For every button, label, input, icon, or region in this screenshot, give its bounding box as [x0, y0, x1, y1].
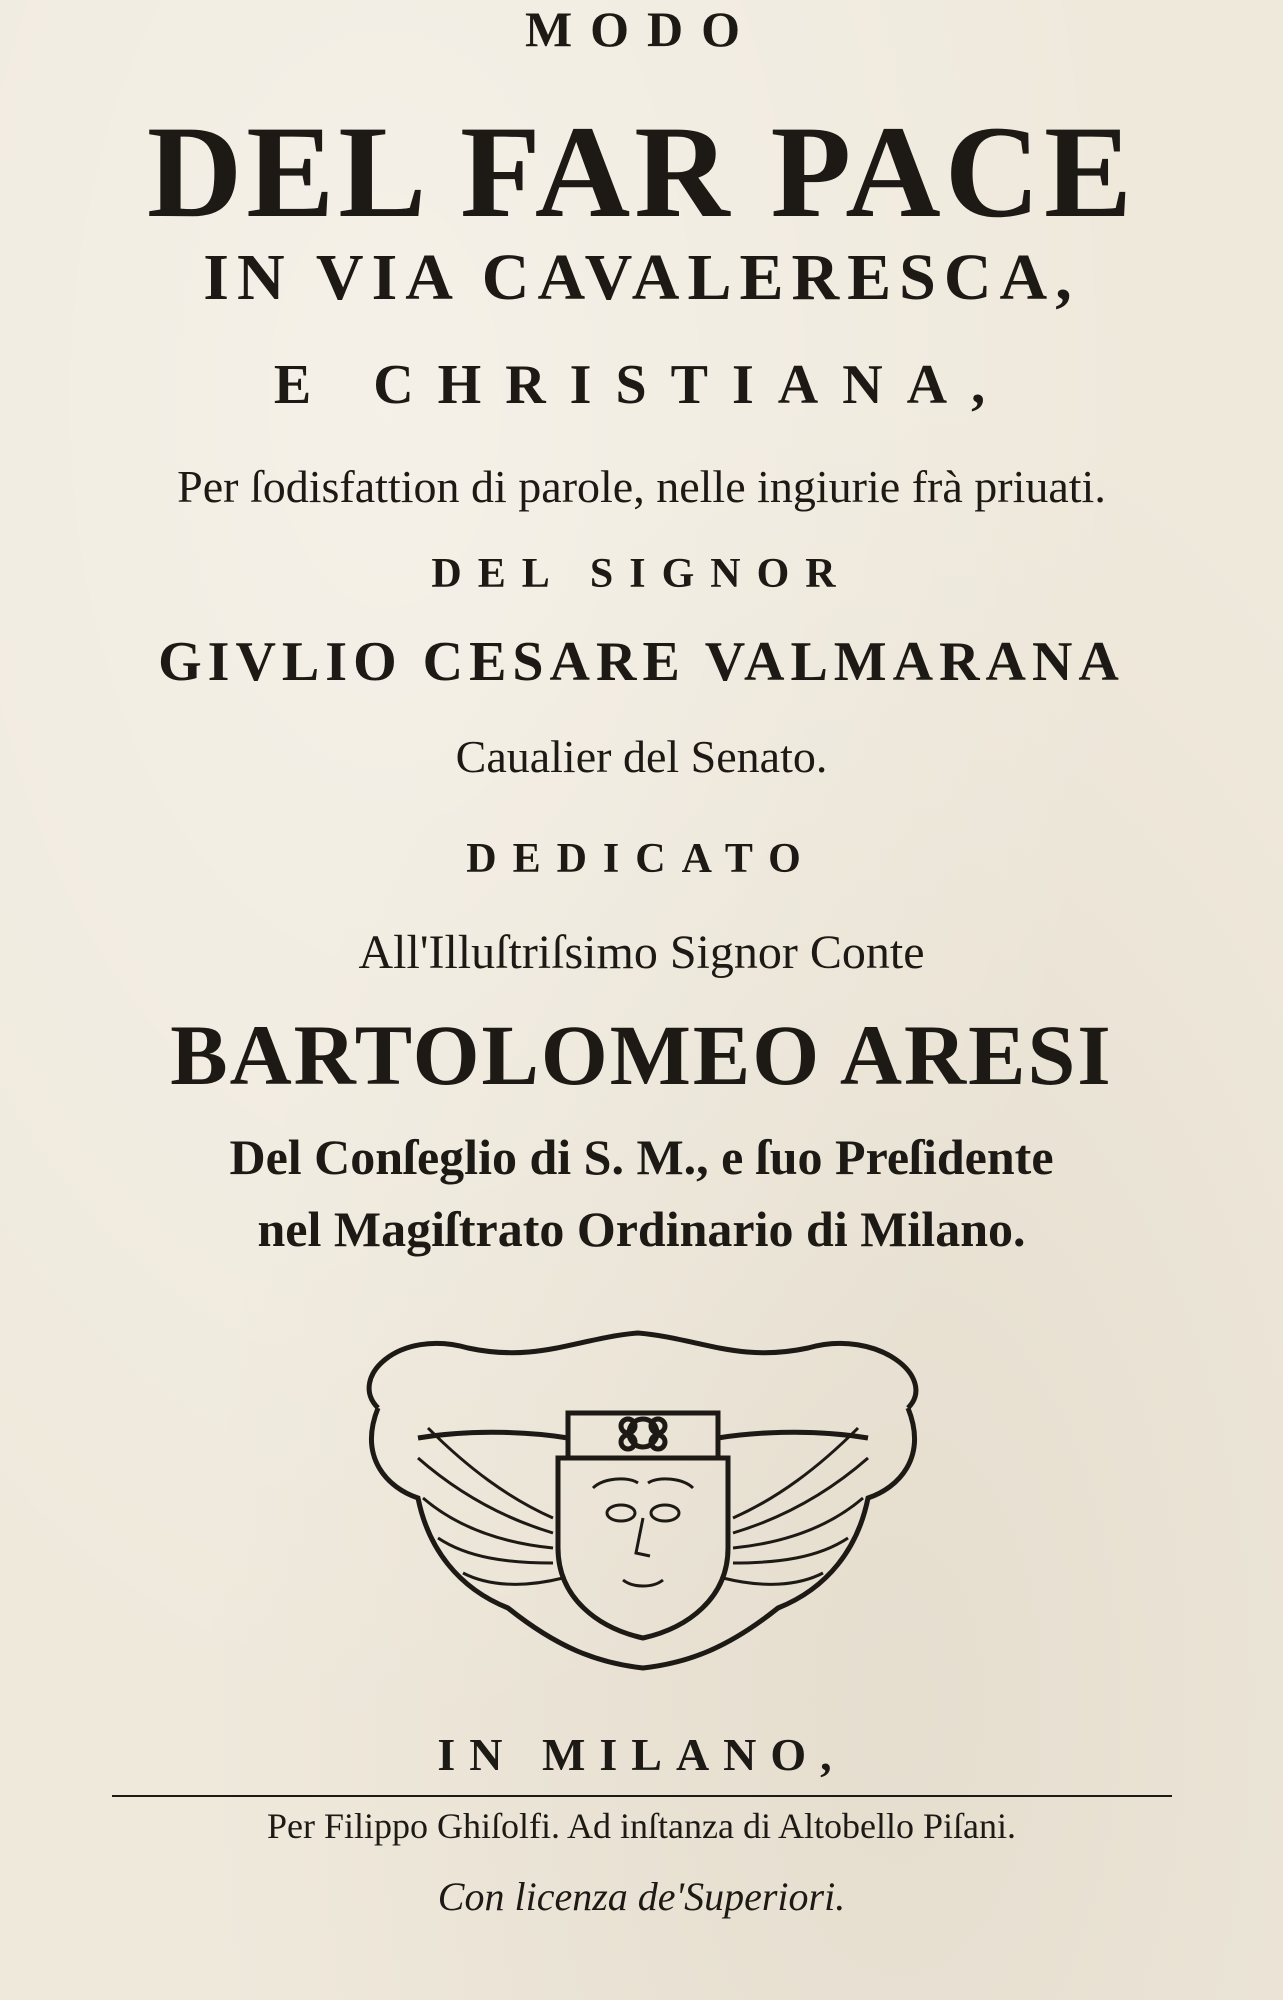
imprint-license: Con licenza de'Superiori. [437, 1874, 846, 1919]
author-name: GIVLIO CESARE VALMARANA [158, 631, 1125, 693]
author-intro: DEL SIGNOR [431, 551, 852, 597]
imprint-printer: Per Filippo Ghiſolfi. Ad inſtanza di Altobello Piſani. [267, 1806, 1016, 1846]
author-title: Caualier del Senato. [455, 731, 828, 782]
title-line-christiana: E CHRISTIANA, [273, 354, 1010, 416]
dedicatee-title-2: nel Magiſtrato Ordinario di Milano. [257, 1201, 1026, 1257]
dedication-line: All'Illuſtriſsimo Signor Conte [358, 926, 925, 979]
dedication-heading: DEDICATO [466, 836, 817, 882]
dedicatee-name: BARTOLOMEO ARESI [170, 1007, 1113, 1103]
winged-cherub-cartouche-icon [338, 1318, 948, 1678]
imprint-place: IN MILANO, [437, 1729, 846, 1780]
subtitle: Per ſodisfattion di parole, nelle ingiurie frà priuati. [177, 461, 1106, 512]
imprint-rule [112, 1795, 1172, 1797]
heading-modo: MODO [524, 1, 759, 57]
title-line-via: IN VIA CAVALERESCA, [203, 241, 1080, 314]
main-title: DEL FAR PACE [146, 98, 1137, 245]
dedicatee-title-1: Del Conſeglio di S. M., e ſuo Preſidente [229, 1129, 1054, 1185]
